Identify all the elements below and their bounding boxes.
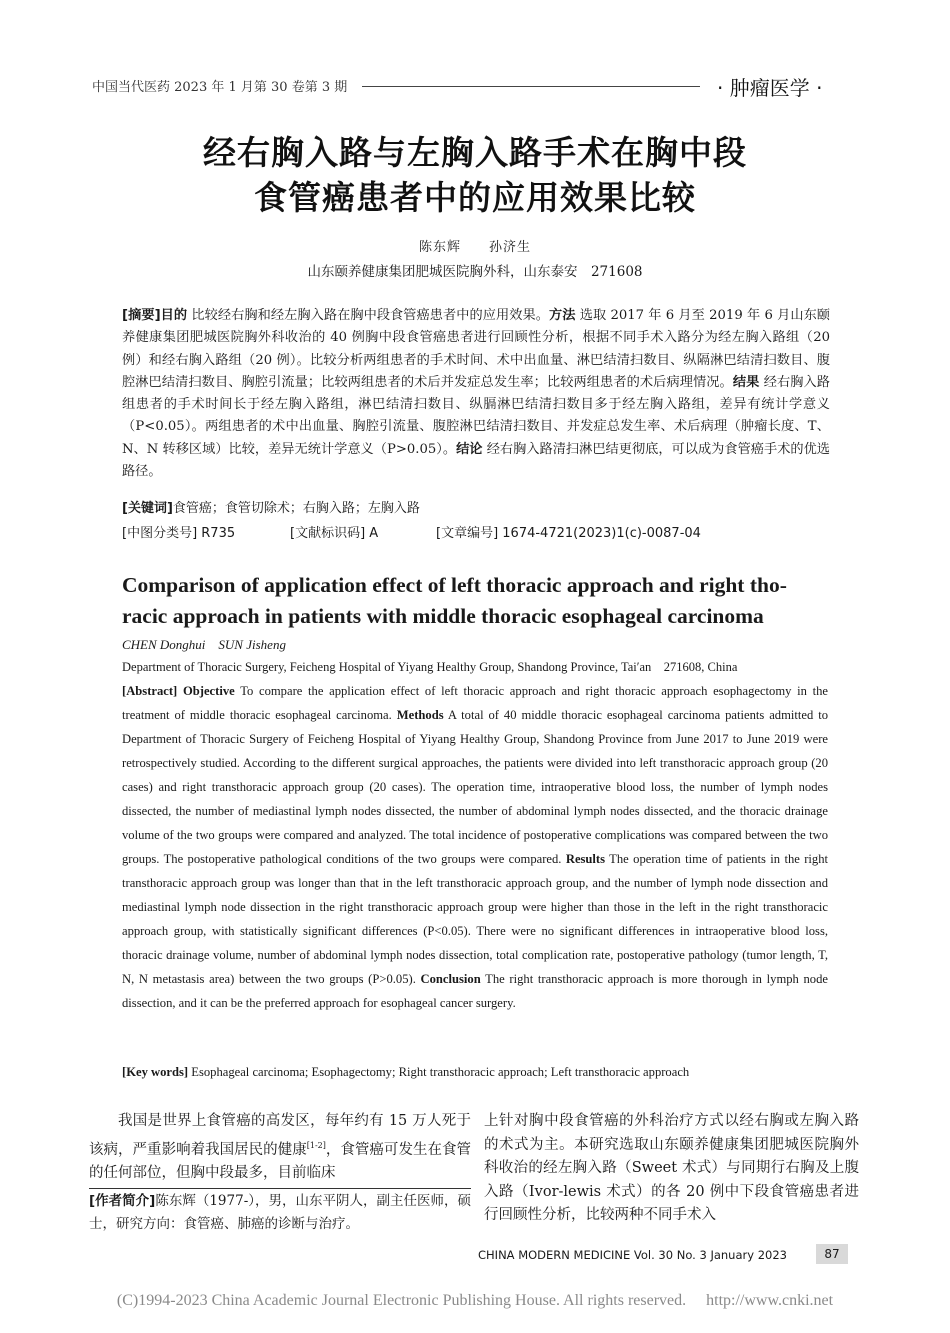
abstract-cn-conclusion-head: 结论 <box>456 441 483 457</box>
english-title-line-2: racic approach in patients with middle thoracic esophageal carcinoma <box>122 604 764 628</box>
author-note-label: [作者简介] <box>89 1193 156 1209</box>
abstract-en-conclusion: The right transthoracic approach is more thorough in lymph node dissection, and it can be the preferred approach for esophageal cancer surgery. <box>122 972 828 1010</box>
article-number: [文章编号] 1674-4721(2023)1(c)-0087-04 <box>436 526 701 541</box>
english-affiliation: Department of Thoracic Surgery, Feicheng Hospital of Yiyang Healthy Group, Shandong Province, Tai′an 271608, China <box>122 660 738 674</box>
abstract-cn-conclusion: 经右胸入路清扫淋巴结更彻底，可以成为食管癌手术的优选路径。 <box>122 441 830 480</box>
abstract-en-objective-head: Objective <box>182 684 235 698</box>
english-title <box>122 570 832 632</box>
body-left-column <box>89 1110 471 1185</box>
clc-number: [中图分类号] R735 <box>122 526 236 541</box>
keywords-cn <box>122 497 420 516</box>
header-rule <box>362 86 700 87</box>
authors: 陈东辉 孙济生 <box>418 240 531 255</box>
keywords-en-text: Esophageal carcinoma; Esophagectomy; Right transthoracic approach; Left transthoracic approach <box>188 1065 690 1079</box>
abstract-en-results: The operation time of patients in the right transthoracic approach group was longer than that in the left transthoracic approach group, and the number of lymph node dissection and mediastinal lymph node dissection in the right transthoracic approach group were higher than those in the left in the right transthoracic approach group, with statistically significant differences (P<0.05). There were no significant differences in intraoperative blood loss, thoracic drainage volume, number of abdominal lymph nodes dissection, total complication rate, postoperative pathology (tumor length, T, N, N metastasis area) between the two groups (P>0.05). <box>122 852 828 986</box>
copyright-watermark: (C)1994-2023 China Academic Journal Electronic Publishing House. All rights reserved. http://www.cnki.net <box>116 1292 834 1309</box>
journal-header: 中国当代医药 2023 年 1 月第 30 卷第 3 期 <box>92 80 348 95</box>
abstract-cn-objective-head: 目的 <box>160 308 188 323</box>
abstract-en-conclusion-head: Conclusion <box>420 972 481 986</box>
abstract-en-methods: A total of 40 middle thoracic esophageal carcinoma patients admitted to Department of Thoracic Surgery of Feicheng Hospital of Yiyang Healthy Group, Shandong Province from June 2017 to June 2019 were retrospectively studied. According to the different surgical approaches, the patients were divided into left transthoracic approach group (20 cases) and right transthoracic approach group (20 cases). The operation time, intraoperative blood loss, the number of lymph nodes dissected, the number of mediastinal lymph nodes dissected, the number of abdominal lymph nodes dissected, and the thoracic drainage volume of the two groups were compared and analyzed. The total incidence of postoperative complications was compared between the two groups. The postoperative pathological conditions of the two groups were compared. <box>122 708 828 866</box>
author-note <box>89 1190 471 1236</box>
abstract-cn-methods-head: 方法 <box>548 308 576 323</box>
abstract-en-label: [Abstract] <box>122 684 178 698</box>
document-code: [文献标识码] A <box>290 526 379 541</box>
abstract-cn-results-head: 结果 <box>732 374 760 390</box>
abstract-cn <box>122 305 830 483</box>
title-line-1: 经右胸入路与左胸入路手术在胸中段 <box>203 133 747 172</box>
abstract-en-results-head: Results <box>565 852 606 866</box>
abstract-en-objective: To compare the application effect of left thoracic approach and right thoracic approach esophagectomy in the treatment of middle thoracic esophageal carcinoma. <box>122 684 828 722</box>
abstract-cn-results: 经右胸入路组患者的手术时间长于经左胸入路组，淋巴结清扫数目、纵膈淋巴结清扫数目多于经左胸入路组，差异有统计学意义（P<0.05）。两组患者的术中出血量、胸腔引流量、腹腔淋巴结清扫数目、并发症总发生率、术后病理（肿瘤长度、T、N、N 转移区域）比较，差异无统计学意义（P>0.05）。 <box>122 374 830 457</box>
abstract-en <box>122 679 828 1015</box>
affiliation: 山东颐养健康集团肥城医院胸外科，山东泰安 271608 <box>307 264 643 280</box>
body-right-column: 上针对胸中段食管癌的外科治疗方式以经右胸或左胸入路的术式为主。本研究选取山东颐养健康集团肥城医院胸外科收治的经左胸入路（Sweet 术式）与同期行右胸及上腹入路（Ivor-lewis 术式）的各 20 例中下段食管癌患者进行回顾性分析，比较两种不同手术入 <box>484 1113 859 1223</box>
title-line-2: 食管癌患者中的应用效果比较 <box>254 178 696 217</box>
body-left-text-b: ，食管癌可发生在食管的任何部位，但胸中段最多，目前临床 <box>89 1141 472 1181</box>
keywords-en <box>122 1065 689 1080</box>
english-title-line-1: Comparison of application effect of left thoracic approach and right tho- <box>122 573 787 597</box>
keywords-cn-label: [关键词] <box>122 501 173 516</box>
english-authors: CHEN Donghui SUN Jisheng <box>122 637 286 652</box>
abstract-cn-objective: 比较经右胸和经左胸入路在胸中段食管癌患者中的应用效果。 <box>187 308 549 323</box>
footer-journal: CHINA MODERN MEDICINE Vol. 30 No. 3 January 2023 <box>478 1248 787 1262</box>
keywords-cn-text: 食管癌；食管切除术；右胸入路；左胸入路 <box>172 501 420 516</box>
abstract-en-methods-head: Methods <box>396 708 444 722</box>
author-note-rule <box>89 1188 471 1189</box>
section-label: · 肿瘤医学 · <box>717 76 823 100</box>
abstract-cn-label: [摘要] <box>122 308 161 323</box>
page-number: 87 <box>816 1244 848 1264</box>
abstract-cn-methods: 选取 2017 年 6 月至 2019 年 6 月山东颐养健康集团肥城医院胸外科收治的 40 例胸中段食管癌患者进行回顾性分析，根据不同手术入路分为经左胸入路组（20 例）和经右胸入路组（20 例）。比较分析两组患者的手术时间、术中出血量、淋巴结清扫数目、纵隔淋巴结清扫数目、腹腔淋巴结清扫数目、胸腔引流量；比较两组患者的术后并发症总发生率；比较两组患者的术后病理情况。 <box>122 308 830 390</box>
author-note-text: 陈东辉（1977-），男，山东平阴人，副主任医师，硕士，研究方向：食管癌、肺癌的诊断与治疗。 <box>89 1193 472 1232</box>
citation-ref: [1-2] <box>306 1140 326 1150</box>
body-left-text-a: 我国是世界上食管癌的高发区，每年约有 15 万人死于该病，严重影响着我国居民的健康 <box>89 1113 471 1158</box>
keywords-en-label: [Key words] <box>122 1065 189 1079</box>
